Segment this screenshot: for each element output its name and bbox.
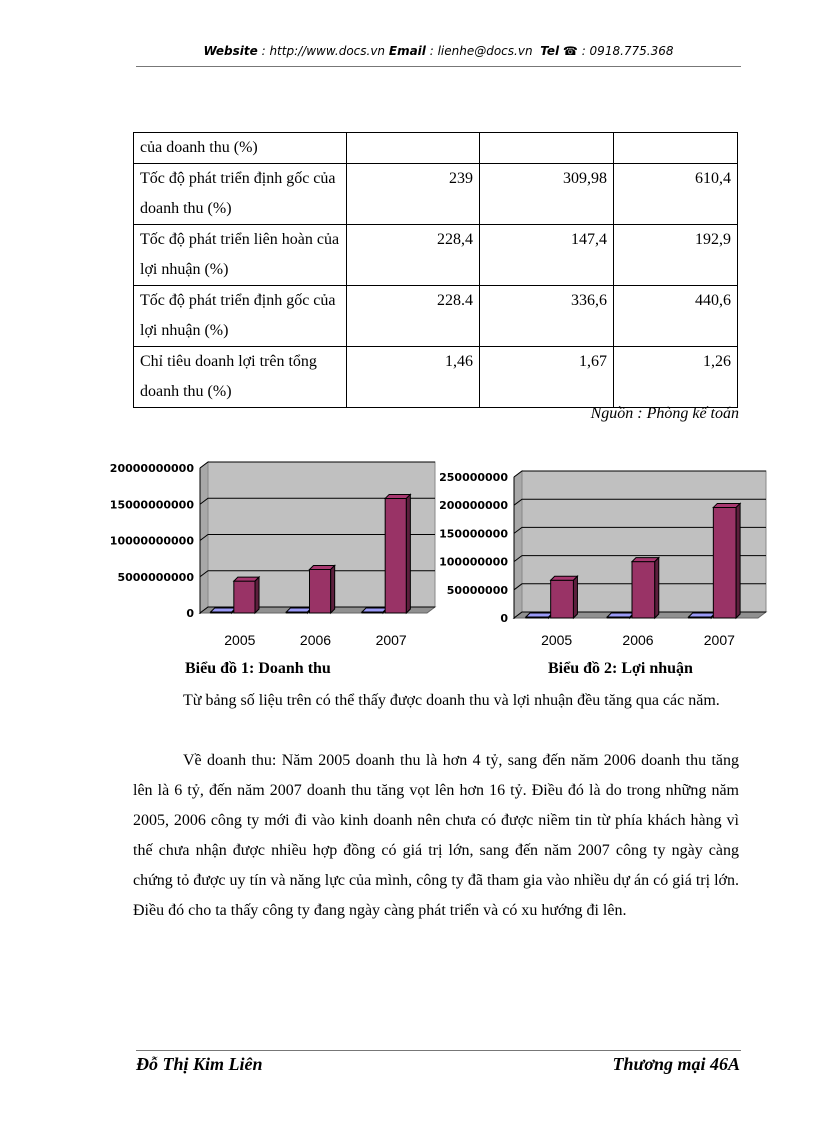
x-tick-label: 2006 (622, 632, 654, 648)
x-tick-label: 2005 (224, 632, 256, 648)
bar-side (736, 503, 740, 618)
row-label: Tốc độ phát triển định gốc của doanh thu (%) (134, 164, 347, 225)
bar (310, 570, 331, 614)
y-tick-label: 10000000000 (109, 534, 194, 548)
row-label: Tốc độ phát triển định gốc của lợi nhuận (%) (134, 286, 347, 347)
revenue-chart-title: Biểu đồ 1: Doanh thu (185, 660, 331, 677)
y-tick-label: 250000000 (439, 471, 508, 484)
cell-2007: 192,9 (614, 225, 738, 286)
tel-label: Tel (540, 44, 560, 58)
plot-side-wall (514, 471, 522, 618)
table-row (134, 347, 738, 408)
cell-2005: 1,46 (347, 347, 480, 408)
footer-divider (136, 1050, 741, 1051)
source-note: Nguồn : Phòng kế toán (590, 405, 739, 422)
statistics-table (133, 132, 738, 408)
x-tick-label: 2005 (541, 632, 573, 648)
cell-2006 (480, 133, 614, 164)
email-label: Email (388, 44, 426, 58)
table-row (134, 164, 738, 225)
paragraph: Từ bảng số liệu trên có thể thấy được doanh thu và lợi nhuận đều tăng qua các năm. (183, 692, 720, 709)
bar-side (406, 494, 410, 613)
x-tick-label: 2007 (375, 632, 407, 648)
table-row (134, 286, 738, 347)
cell-2007 (614, 133, 738, 164)
cell-2006: 1,67 (480, 347, 614, 408)
x-tick-label: 2007 (703, 632, 735, 648)
cell-2006: 147,4 (480, 225, 614, 286)
bar-side (655, 558, 659, 618)
footer-author: Đỗ Thị Kim Liên (136, 1054, 263, 1074)
profit-chart-title: Biểu đồ 2: Lợi nhuận (548, 660, 693, 677)
header-divider (136, 66, 741, 67)
cell-2005: 228.4 (347, 286, 480, 347)
revenue-chart-svg (100, 455, 440, 655)
y-tick-label: 100000000 (439, 555, 508, 569)
cell-2007: 440,6 (614, 286, 738, 347)
website-label: Website (203, 44, 258, 58)
footer-class: Thương mại 46A (612, 1054, 740, 1074)
cell-2005 (347, 133, 480, 164)
bar-side (255, 577, 259, 613)
x-tick-label: 2006 (299, 632, 332, 648)
bar (234, 581, 255, 613)
y-tick-label: 200000000 (439, 499, 508, 513)
phone-icon: ☎ (562, 44, 578, 58)
paragraph: Về doanh thu: Năm 2005 doanh thu là hơn 4 tỷ, sang đến năm 2006 doanh thu tăng lên là 6 tỷ, đến năm 2007 doanh thu tăng vọt lên hơn 16 tỷ. Điều đó là do trong những năm 2005, 2006 công ty mới đi vào kinh doanh nên chưa có được niềm tin từ phía khách hàng vì thế chưa nhận được nhiều hợp đồng có giá trị lớn, sang đến năm 2007 công ty ngày càng chứng tỏ được uy tín và năng lực của mình, công ty đã tham gia vào nhiều dự án có giá trị lớn. Điều đó cho ta thấy công ty đang ngày càng phát triển và có xu hướng đi lên. (133, 752, 739, 919)
cell-2007: 610,4 (614, 164, 738, 225)
row-label: Tốc độ phát triển liên hoàn của lợi nhuận (%) (134, 225, 347, 286)
bar (713, 507, 736, 618)
profit-chart (436, 465, 776, 660)
bar (551, 580, 574, 618)
cell-2006: 309,98 (480, 164, 614, 225)
row-label: của doanh thu (%) (134, 133, 347, 164)
table-row (134, 133, 738, 164)
bar (632, 562, 655, 618)
table-row (134, 225, 738, 286)
cell-2005: 228,4 (347, 225, 480, 286)
y-tick-label: 50000000 (446, 583, 508, 597)
y-tick-label: 0 (500, 612, 508, 625)
bar (385, 498, 406, 613)
y-tick-label: 0 (186, 607, 194, 620)
profit-chart-svg (436, 465, 776, 660)
cell-2005: 239 (347, 164, 480, 225)
cell-2007: 1,26 (614, 347, 738, 408)
revenue-chart (100, 455, 440, 655)
y-tick-label: 150000000 (439, 527, 508, 541)
y-tick-label: 20000000000 (109, 462, 194, 475)
page-header: Website : http://www.docs.vn Email : lienhe@docs.vn Tel ☎ : 0918.775.368 (203, 44, 674, 58)
email-address[interactable]: lienhe@docs.vn (437, 44, 533, 58)
bar-side (573, 576, 577, 618)
row-label: Chỉ tiêu doanh lợi trên tổng doanh thu (%) (134, 347, 347, 408)
tel-number: 0918.775.368 (589, 44, 674, 58)
website-url[interactable]: http://www.docs.vn (269, 44, 386, 58)
cell-2006: 336,6 (480, 286, 614, 347)
y-tick-label: 15000000000 (109, 498, 194, 512)
y-tick-label: 5000000000 (117, 570, 194, 584)
bar-side (331, 566, 335, 614)
